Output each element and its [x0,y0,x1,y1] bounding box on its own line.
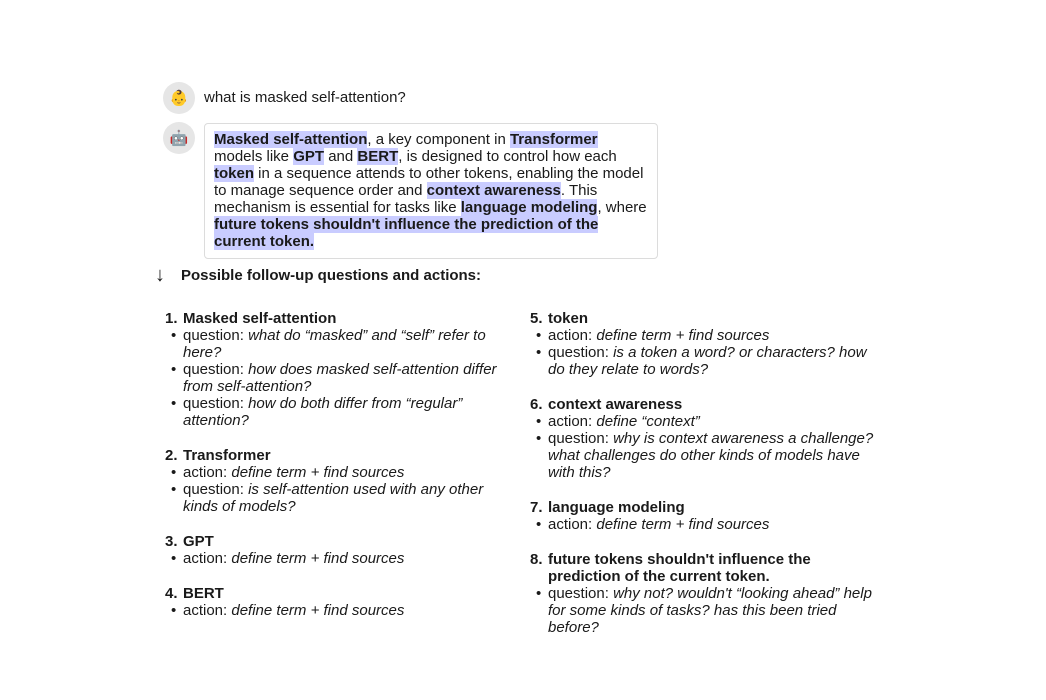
highlighted-term[interactable]: context awareness [426,182,561,199]
followup-list [165,550,520,567]
highlighted-term[interactable]: token [214,165,255,182]
item-kind: action: [183,550,228,567]
followup-item[interactable] [183,464,520,481]
term-name: context awareness [548,396,683,413]
item-kind: action: [548,327,593,344]
item-text: what do “masked” and “self” refer to here? [183,327,486,361]
term-number: 2. [165,447,178,464]
followup-term [165,310,520,429]
user-avatar [163,82,195,114]
term-number: 6. [530,396,543,413]
highlighted-term[interactable]: Masked self-attention [214,131,368,148]
followup-item[interactable] [548,430,885,481]
followup-term-heading[interactable] [530,499,885,516]
term-name: BERT [183,585,224,602]
user-message: what is masked self-attention? [204,89,406,106]
followup-item[interactable] [183,481,520,515]
robot-icon: 🤖 [169,130,189,147]
followup-list [530,327,885,378]
followup-item[interactable] [548,344,885,378]
followup-item[interactable] [183,327,520,361]
term-name: token [548,310,589,327]
followup-list [165,602,520,619]
item-text: how do both differ from “regular” attention? [183,395,463,429]
followup-list [165,464,520,515]
item-text: why is context awareness a challenge? what challenges do other kinds of models have with this? [548,430,874,481]
item-kind: question: [548,585,609,602]
term-number: 3. [165,533,178,550]
followup-term [530,310,885,378]
followup-item[interactable] [548,413,885,430]
arrow-down-icon: ↓ [155,264,165,286]
baby-face-icon: 👶 [169,90,189,107]
assistant-answer [204,123,658,259]
followup-term-heading[interactable] [165,585,520,602]
term-name: Masked self-attention [183,310,337,327]
item-text: define term + find sources [231,464,405,481]
answer-text: in a sequence attends to other tokens, enabling the model to manage sequence order and [214,165,644,199]
highlighted-term[interactable]: future tokens shouldn't influence the prediction of the current token. [214,216,599,250]
item-text: define term + find sources [596,327,770,344]
item-kind: question: [183,361,244,378]
term-number: 1. [165,310,178,327]
highlighted-term[interactable]: GPT [293,148,325,165]
term-number: 5. [530,310,543,327]
followup-term [165,533,520,567]
highlighted-term[interactable]: BERT [357,148,399,165]
answer-text: , is designed to control how each [398,148,617,165]
followup-column-right [530,310,885,654]
followup-item[interactable] [183,361,520,395]
item-kind: question: [183,481,244,498]
term-number: 8. [530,551,543,568]
item-text: is a token a word? or characters? how do they relate to words? [548,344,867,378]
item-text: why not? wouldn't “looking ahead” help for some kinds of tasks? has this been tried before? [548,585,872,636]
followup-term [165,585,520,619]
followup-header [155,264,481,286]
item-kind: action: [548,516,593,533]
followup-list [530,413,885,481]
item-kind: action: [548,413,593,430]
item-text: how does masked self-attention differ from self-attention? [183,361,497,395]
followup-term [530,396,885,481]
followup-list [530,516,885,533]
item-text: define term + find sources [596,516,770,533]
followup-column-left [165,310,520,637]
followup-list [530,585,885,636]
item-kind: action: [183,464,228,481]
answer-text: models like [214,148,294,165]
answer-text: , where [597,199,647,216]
followup-item[interactable] [548,585,885,636]
followup-term [165,447,520,515]
item-kind: question: [548,344,609,361]
followup-term-heading[interactable] [165,533,520,550]
term-number: 4. [165,585,178,602]
term-name: GPT [183,533,214,550]
term-name: Transformer [183,447,271,464]
item-kind: question: [183,395,244,412]
followup-item[interactable] [183,550,520,567]
assistant-avatar [163,122,195,154]
followup-list [165,327,520,429]
followup-item[interactable] [183,602,520,619]
followup-item[interactable] [548,327,885,344]
answer-text: , a key component in [367,131,510,148]
followup-item[interactable] [183,395,520,429]
followup-term-heading[interactable] [530,551,885,585]
highlighted-term[interactable]: Transformer [509,131,598,148]
followup-term-heading[interactable] [530,310,885,327]
item-kind: question: [183,327,244,344]
followup-term [530,551,885,636]
term-name: language modeling [548,499,685,516]
item-kind: question: [548,430,609,447]
followup-term-heading[interactable] [165,447,520,464]
answer-text: . This mechanism is essential for tasks like [214,182,598,216]
followup-term-heading[interactable] [530,396,885,413]
item-text: define term + find sources [231,550,405,567]
item-kind: action: [183,602,228,619]
answer-text: and [324,148,358,165]
highlighted-term[interactable]: language modeling [460,199,598,216]
followup-title: Possible follow-up questions and actions: [181,266,482,284]
term-name: future tokens shouldn't influence the prediction of the current token. [548,551,811,585]
followup-term-heading[interactable] [165,310,520,327]
term-number: 7. [530,499,543,516]
followup-item[interactable] [548,516,885,533]
followup-term [530,499,885,533]
item-text: define term + find sources [231,602,405,619]
item-text: define “context” [596,413,700,430]
item-text: is self-attention used with any other kinds of models? [183,481,484,515]
